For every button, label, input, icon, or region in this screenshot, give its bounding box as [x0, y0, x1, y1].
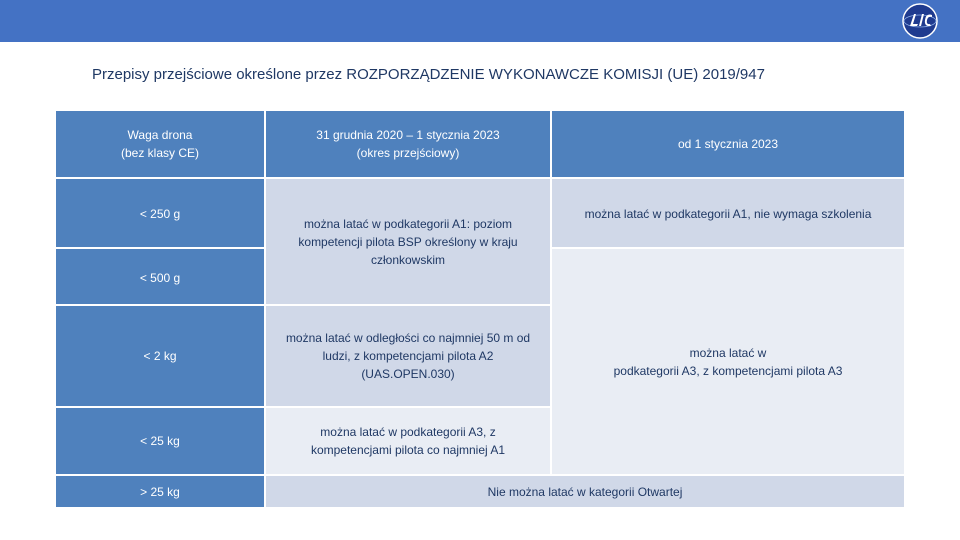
row-label-25kg: < 25 kg — [56, 408, 264, 474]
row-label-250g: < 250 g — [56, 179, 264, 247]
row-label-2kg: < 2 kg — [56, 306, 264, 406]
header-weight: Waga drona (bez klasy CE) — [56, 111, 264, 177]
transition-a1-cell: można latać w podkategorii A1: poziom kompetencji pilota BSP określony w kraju członkowskim — [266, 179, 550, 304]
header-after-2023: od 1 stycznia 2023 — [552, 111, 904, 177]
page-title: Przepisy przejściowe określone przez ROZPORZĄDZENIE WYKONAWCZE KOMISJI (UE) 2019/947 — [92, 66, 765, 83]
row-label-over-25kg: > 25 kg — [56, 476, 264, 507]
after-a3-cell: można latać w podkategorii A3, z kompetencjami pilota A3 — [552, 249, 904, 474]
header-transition-period: 31 grudnia 2020 – 1 stycznia 2023 (okres przejściowy) — [266, 111, 550, 177]
transition-a3-cell: można latać w podkategorii A3, z kompetencjami pilota co najmniej A1 — [266, 408, 550, 474]
organization-logo-icon — [901, 3, 939, 39]
transition-a2-cell: można latać w odległości co najmniej 50 m od ludzi, z kompetencjami pilota A2 (UAS.OPEN.030) — [266, 306, 550, 406]
top-bar — [0, 0, 960, 42]
row-label-500g: < 500 g — [56, 249, 264, 304]
prohibited-cell: Nie można latać w kategorii Otwartej — [266, 476, 904, 507]
after-a1-cell: można latać w podkategorii A1, nie wymaga szkolenia — [552, 179, 904, 247]
